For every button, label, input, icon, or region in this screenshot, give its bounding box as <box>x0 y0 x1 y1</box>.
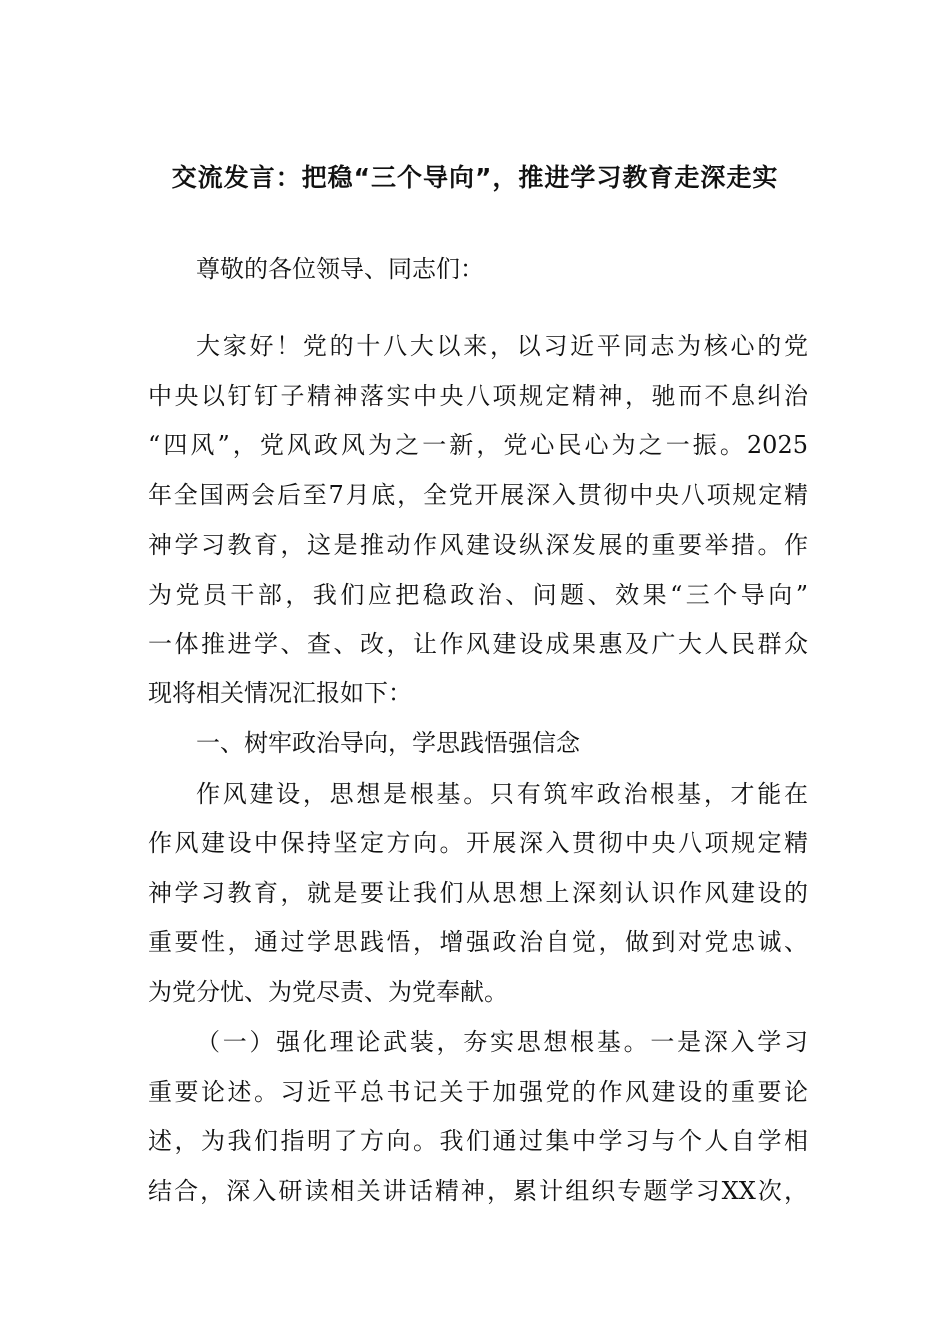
paragraph-line: 述，为我们指明了方向。我们通过集中学习与个人自学相 <box>148 1127 808 1155</box>
subsection-line: （一）强化理论武装，夯实思想根基。一是深入学习 <box>196 1028 808 1056</box>
paragraph-line: 大家好！党的十八大以来，以习近平同志为核心的党 <box>196 332 808 360</box>
document-title: 交流发言：把稳“三个导向”，推进学习教育走深走实 <box>171 163 779 192</box>
paragraph-line: 神学习教育，这是推动作风建设纵深发展的重要举措。作 <box>148 531 808 559</box>
paragraph-line: “四风”，党风政风为之一新，党心民心为之一振。2025 <box>148 431 808 459</box>
paragraph-line: 为党员干部，我们应把稳政治、问题、效果“三个导向” <box>148 581 808 609</box>
paragraph-line: 重要论述。习近平总书记关于加强党的作风建设的重要论 <box>148 1078 808 1106</box>
paragraph-line: 神学习教育，就是要让我们从思想上深刻认识作风建设的 <box>148 879 808 907</box>
paragraph-line: 中央以钉钉子精神落实中央八项规定精神，驰而不息纠治 <box>148 382 808 410</box>
paragraph-line: 作风建设，思想是根基。只有筑牢政治根基，才能在 <box>196 780 808 808</box>
paragraph-line: 年全国两会后至7月底，全党开展深入贯彻中央八项规定精 <box>148 481 808 509</box>
paragraph-line: 一体推进学、查、改，让作风建设成果惠及广大人民群众 <box>148 630 808 658</box>
paragraph-line: 重要性，通过学思践悟，增强政治自觉，做到对党忠诚、 <box>148 928 808 956</box>
paragraph-line: 现将相关情况汇报如下： <box>148 679 412 707</box>
paragraph-line: 为党分忧、为党尽责、为党奉献。 <box>148 978 508 1006</box>
paragraph-line: 结合，深入研读相关讲话精神，累计组织专题学习XX次， <box>148 1177 808 1205</box>
section-heading: 一、树牢政治导向，学思践悟强信念 <box>196 729 580 757</box>
salutation-line: 尊敬的各位领导、同志们： <box>196 255 484 283</box>
paragraph-line: 作风建设中保持坚定方向。开展深入贯彻中央八项规定精 <box>148 829 808 857</box>
